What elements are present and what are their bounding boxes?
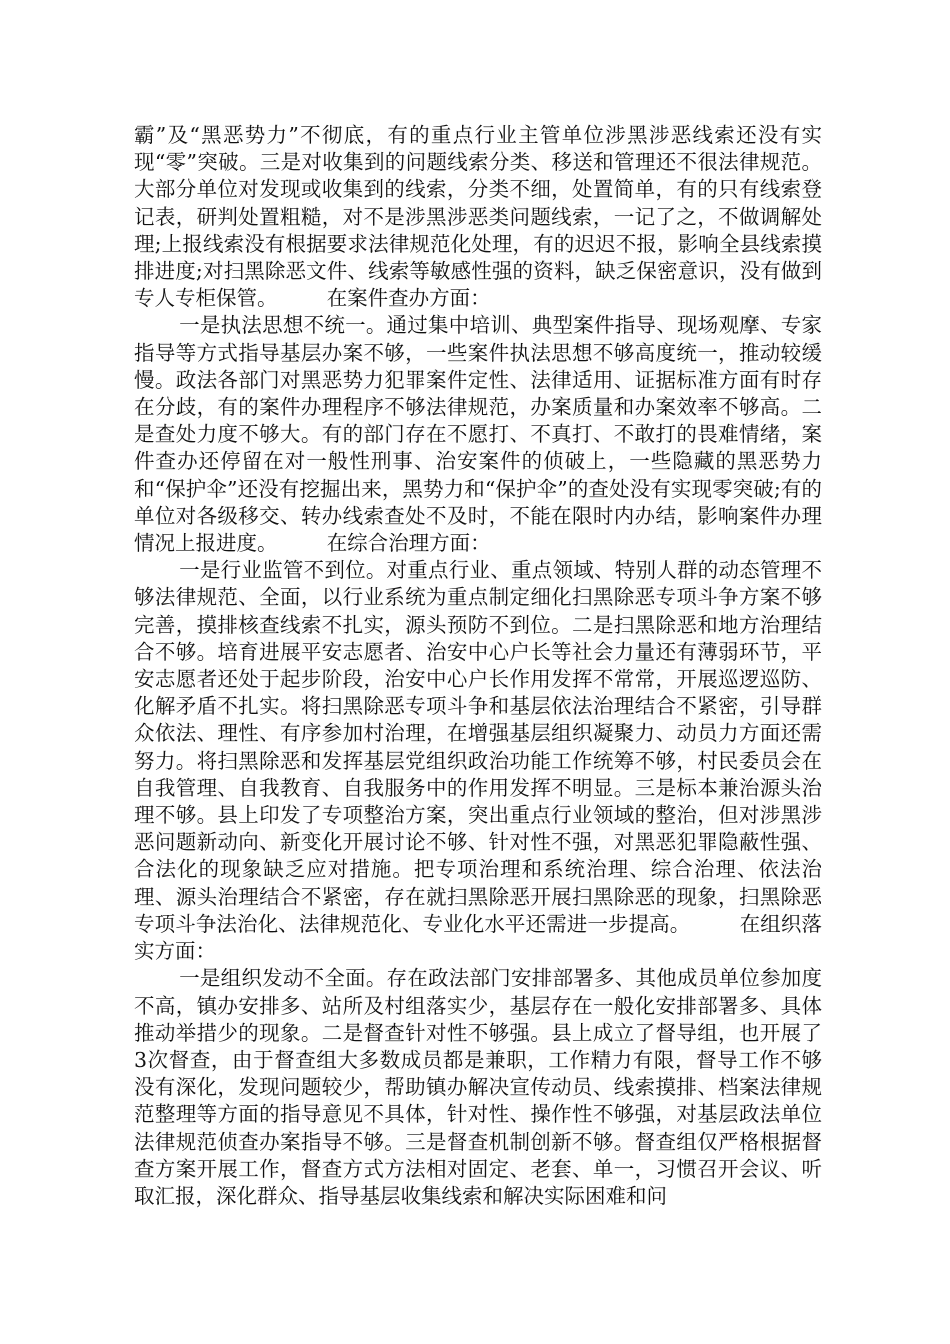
section-heading-organization: 在组织落实方面： <box>134 911 823 964</box>
section-heading-comprehensive-governance: 在综合治理方面： <box>326 531 491 556</box>
paragraph-2 <box>134 312 822 557</box>
document-body <box>134 122 822 1210</box>
paragraph-2-text: 一是执法思想不统一。通过集中培训、典型案件指导、现场观摩、专家指导等方式指导基层办案不够，一些案件执法思想不够高度统一，推动较缓慢。政法各部门对黑恶势力犯罪案件定性、法律适用、证据标准方面有时存在分歧，有的案件办理程序不够法律规范，办案质量和办案效率不够高。二是查处力度不够大。有的部门存在不愿打、不真打、不敢打的畏难情绪，案件查办还停留在对一般性刑事、治安案件的侦破上，一些隐藏的黑恶势力和“保护伞”还没有挖掘出来，黑势力和“保护伞”的查处没有实现零突破;有的单位对各级移交、转办线索查处不及时，不能在限时内办结，影响案件办理情况上报进度。 <box>134 313 822 556</box>
paragraph-1 <box>134 122 822 312</box>
paragraph-3-text: 一是行业监管不到位。对重点行业、重点领域、特别人群的动态管理不够法律规范、全面，以行业系统为重点制定细化扫黑除恶专项斗争方案不够完善，摸排核查线索不扎实，源头预防不到位。二是扫黑除恶和地方治理结合不够。培育进展平安志愿者、治安中心户长等社会力量还有薄弱环节，平安志愿者还处于起步阶段，治安中心户长作用发挥不常常，开展巡逻巡防、化解矛盾不扎实。将扫黑除恶专项斗争和基层依法治理结合不紧密，引导群众依法、理性、有序参加村治理，在增强基层组织凝聚力、动员力方面还需努力。将扫黑除恶和发挥基层党组织政治功能工作统筹不够，村民委员会在自我管理、自我教育、自我服务中的作用发挥不明显。三是标本兼治源头治理不够。县上印发了专项整治方案，突出重点行业领域的整治，但对涉黑涉恶问题新动向、新变化开展讨论不够、针对性不强，对黑恶犯罪隐蔽性强、合法化的现象缺乏应对措施。把专项治理和系统治理、综合治理、依法治理、源头治理结合不紧密，存在就扫黑除恶开展扫黑除恶的现象，扫黑除恶专项斗争法治化、法律规范化、专业化水平还需进一步提高。 <box>134 558 822 936</box>
paragraph-4-text: 一是组织发动不全面。存在政法部门安排部署多、其他成员单位参加度不高，镇办安排多、站所及村组落实少，基层存在一般化安排部署多、具体推动举措少的现象。二是督查针对性不够强。县上成立了督导组，也开展了3次督查，由于督查组大多数成员都是兼职，工作精力有限，督导工作不够没有深化，发现问题较少，帮助镇办解决宣传动员、线索摸排、档案法律规范整理等方面的指导意见不具体，针对性、操作性不够强，对基层政法单位法律规范侦查办案指导不够。三是督查机制创新不够。督查组仅严格根据督查方案开展工作，督查方式方法相对固定、老套、单一，习惯召开会议、听取汇报，深化群众、指导基层收集线索和解决实际困难和问 <box>134 966 822 1208</box>
paragraph-4 <box>134 965 822 1210</box>
paragraph-1-text: 霸”及“黑恶势力”不彻底，有的重点行业主管单位涉黑涉恶线索还没有实现“零”突破。三是对收集到的问题线索分类、移送和管理还不很法律规范。大部分单位对发现或收集到的线索，分类不细，处置简单，有的只有线索登记表，研判处置粗糙，对不是涉黑涉恶类问题线索，一记了之，不做调解处理;上报线索没有根据要求法律规范化处理，有的迟迟不报，影响全县线索摸排进度;对扫黑除恶文件、线索等敏感性强的资料，缺乏保密意识，没有做到专人专柜保管。 <box>134 123 822 311</box>
paragraph-3 <box>134 557 822 965</box>
section-heading-case-handling: 在案件查办方面： <box>326 286 491 311</box>
